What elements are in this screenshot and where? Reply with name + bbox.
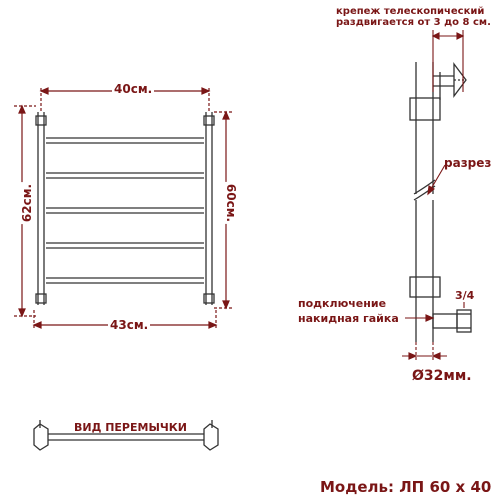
side-bracket-bottom (410, 277, 440, 297)
dim-width-bottom: 43см. (110, 318, 149, 332)
dim-height-left: 62см. (20, 183, 35, 223)
rungs (46, 138, 204, 283)
connection-label-line1: подключение (298, 297, 387, 310)
connection-label-line2: накидная гайка (298, 312, 399, 325)
front-view (36, 112, 214, 305)
model-label: Модель: ЛП 60 х 40 (320, 478, 492, 496)
dim-width-top: 40см. (114, 82, 153, 96)
mount-note-line1: крепеж телескопический (336, 6, 485, 17)
cut-label: разрез (444, 156, 492, 170)
jumper-end-left (34, 424, 48, 450)
dim-height-right: 60см. (224, 183, 239, 223)
jumper-end-right (204, 424, 218, 450)
jumper-view-label: ВИД ПЕРЕМЫЧКИ (74, 421, 187, 434)
side-bracket-top (410, 98, 440, 120)
diameter-label: Ø32мм. (412, 368, 472, 384)
mount-note-line2: раздвигается от 3 до 8 см. (336, 17, 491, 28)
thread-label: 3/4 (455, 289, 475, 302)
union-nut (457, 310, 471, 332)
